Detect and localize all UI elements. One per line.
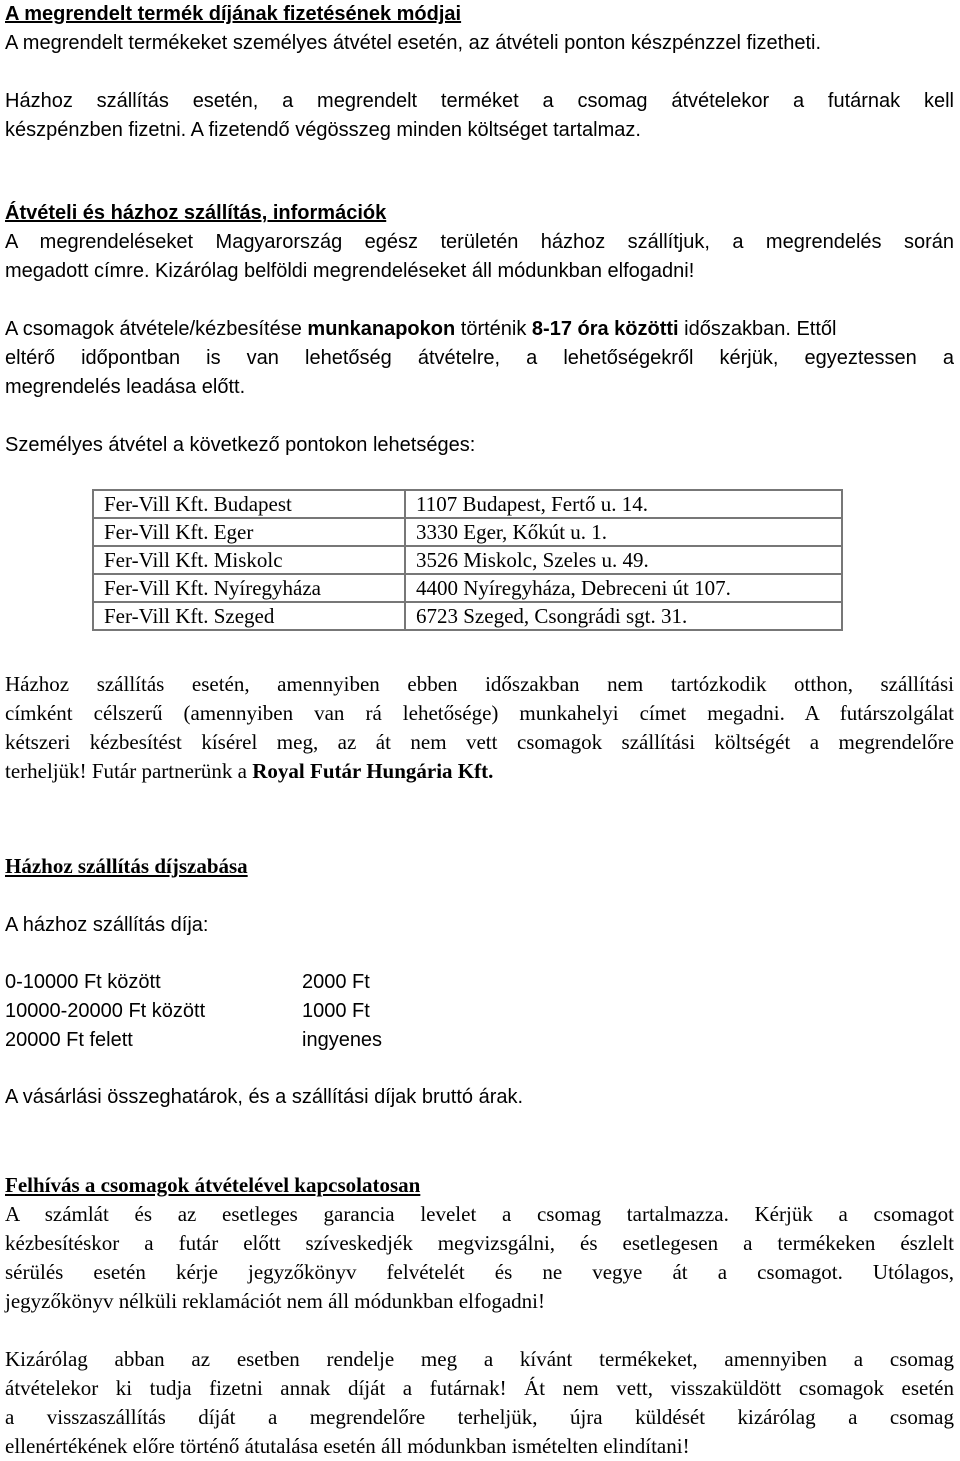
fee-price: 1000 Ft (302, 1000, 370, 1022)
delivery-hours-line-1: A csomagok átvétele/kézbesítése munkanapokon történik 8-17 óra közötti időszakban. Ettől (5, 318, 837, 340)
absence-line-2: címként célszerű (amennyiben van rá lehetősége) munkahelyi címet megadni. A futárszolgálat (5, 701, 954, 725)
table-row (93, 546, 842, 574)
pickup-points-table (92, 489, 843, 631)
pickup-address: 6723 Szeged, Csongrádi sgt. 31. (405, 602, 842, 630)
pickup-address: 3330 Eger, Kőkút u. 1. (405, 518, 842, 546)
hours-emphasis: 8-17 óra közötti (531, 318, 679, 340)
payment-section (5, 0, 954, 145)
notice-line-1: A számlát és az esetleges garancia levelet a csomag tartalmazza. Kérjük a csomagot (5, 1202, 954, 1226)
payment-heading: A megrendelt termék díjának fizetésének módjai (5, 3, 462, 25)
pickup-name: Fer-Vill Kft. Szeged (93, 602, 405, 630)
refusal-line-1: Kizárólag abban az esetben rendelje meg a kívánt termékeket, amennyiben a csomag (5, 1347, 954, 1371)
table-row (93, 574, 842, 602)
payment-paragraph-2-line-2: készpénzben fizetni. A fizetendő végösszeg minden költséget tartalmaz. (5, 119, 641, 141)
pickup-address: 3526 Miskolc, Szeles u. 49. (405, 546, 842, 574)
notice-section (5, 1171, 954, 1316)
delivery-hours-paragraph (5, 315, 954, 402)
fee-intro-text: A házhoz szállítás díja: (5, 914, 209, 936)
refusal-line-3: a visszaszállítás díját a megrendelőre terheljük, újra küldését kizárólag a csomag (5, 1405, 954, 1429)
delivery-info-paragraph-1-line-2: megadott címre. Kizárólag belföldi megrendeléseket áll módunkban elfogadni! (5, 260, 695, 282)
fee-price: ingyenes (302, 1029, 383, 1051)
pickup-address: 4400 Nyíregyháza, Debreceni út 107. (405, 574, 842, 602)
delivery-info-paragraph-1-line-1: A megrendeléseket Magyarország egész területén házhoz szállítjuk, a megrendelés során (5, 231, 954, 253)
pickup-name: Fer-Vill Kft. Miskolc (93, 546, 405, 574)
pickup-name: Fer-Vill Kft. Budapest (93, 490, 405, 518)
fee-note (5, 1083, 954, 1112)
refusal-line-4: ellenértékének előre történő átutalása esetén áll módunkban ismételten elindítani! (5, 1434, 690, 1458)
absence-line-3: kétszeri kézbesítést kísérel meg, az át nem vett csomagok szállítási költségét a megrendelőre (5, 730, 954, 754)
workdays-emphasis: munkanapokon (307, 318, 456, 340)
fee-range: 10000-20000 Ft között (5, 1000, 206, 1022)
table-row (93, 518, 842, 546)
fee-intro (5, 911, 954, 940)
delivery-info-section (5, 199, 954, 286)
table-row (93, 490, 842, 518)
pickup-intro (5, 431, 954, 460)
notice-heading: Felhívás a csomagok átvételével kapcsolatosan (5, 1173, 421, 1197)
refusal-line-2: átvételekor ki tudja fizetni annak díját a futárnak! Át nem vett, visszaküldött csomagok esetén (5, 1376, 954, 1400)
payment-paragraph-2-line-1: Házhoz szállítás esetén, a megrendelt terméket a csomag átvételekor a futárnak kell (5, 90, 954, 112)
pickup-name: Fer-Vill Kft. Nyíregyháza (93, 574, 405, 602)
notice-line-4: jegyzőkönyv nélküli reklamációt nem áll módunkban elfogadni! (5, 1289, 546, 1313)
payment-paragraph-1: A megrendelt termékeket személyes átvétel esetén, az átvételi ponton készpénzzel fizetheti. (5, 32, 821, 54)
delivery-info-heading: Átvételi és házhoz szállítás, információk (5, 202, 387, 224)
fee-range: 0-10000 Ft között (5, 971, 161, 993)
absence-line-4: terheljük! Futár partnerünk a Royal Futár Hungária Kft. (5, 759, 494, 783)
pickup-intro-text: Személyes átvétel a következő pontokon lehetséges: (5, 434, 476, 456)
fee-section (5, 852, 954, 881)
delivery-hours-line-2: eltérő időpontban is van lehetőség átvételre, a lehetőségekről kérjük, egyeztessen a (5, 347, 954, 369)
fee-note-text: A vásárlási összeghatárok, és a szállítási díjak bruttó árak. (5, 1086, 524, 1108)
absence-paragraph (5, 670, 954, 786)
notice-line-2: kézbesítéskor a futár előtt szíveskedjék megvizsgálni, és esetlegesen a termékeken észlelt (5, 1231, 954, 1255)
absence-line-1: Házhoz szállítás esetén, amennyiben ebben időszakban nem tartózkodik otthon, szállítási (5, 672, 954, 696)
courier-partner-name: Royal Futár Hungária Kft. (252, 759, 494, 783)
notice-line-3: sérülés esetén kérje jegyzőkönyv felvételét és ne vegye át a csomagot. Utólagos, (5, 1260, 954, 1284)
fee-price: 2000 Ft (302, 971, 370, 993)
delivery-hours-line-3: megrendelés leadása előtt. (5, 376, 246, 398)
pickup-address: 1107 Budapest, Fertő u. 14. (405, 490, 842, 518)
table-row (93, 602, 842, 630)
fee-heading: Házhoz szállítás díjszabása (5, 854, 248, 878)
fee-range: 20000 Ft felett (5, 1029, 133, 1051)
refusal-paragraph (5, 1345, 954, 1461)
pickup-name: Fer-Vill Kft. Eger (93, 518, 405, 546)
